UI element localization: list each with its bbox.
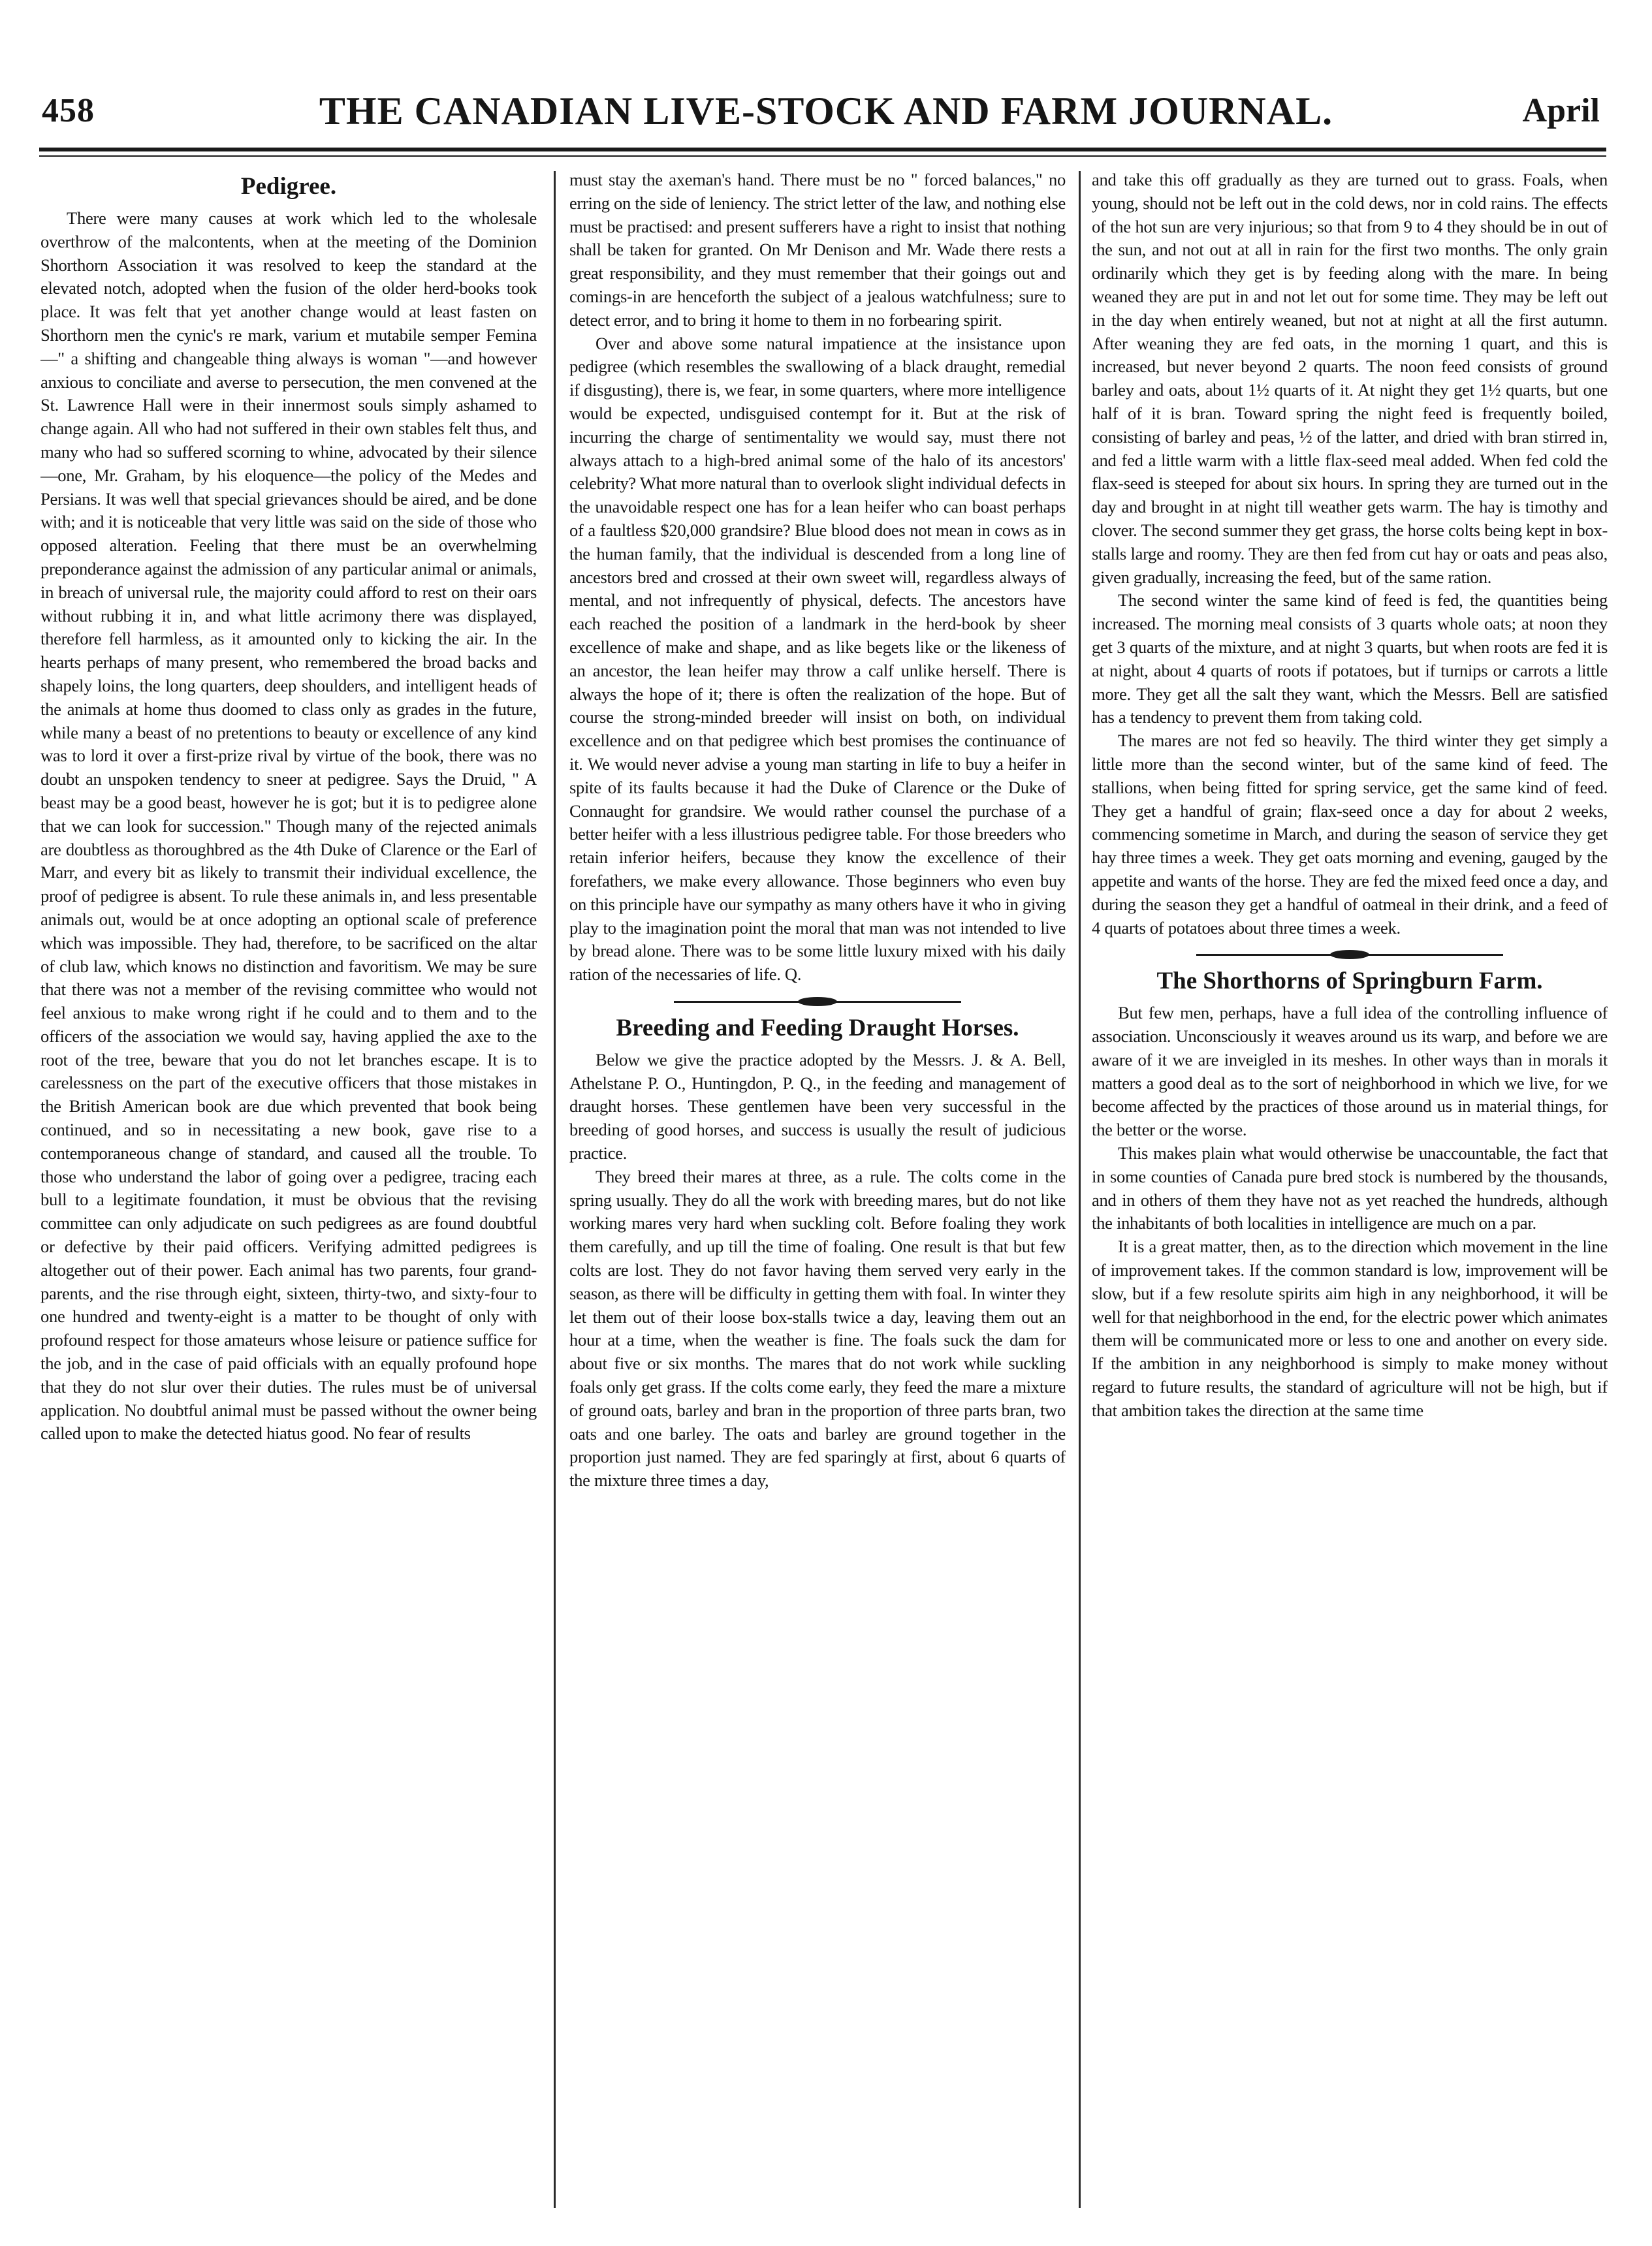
article-paragraph: Below we give the practice adopted by the Messrs. J. & A. Bell, Athelstane P. O., Huntingdon, P. Q., in the feeding and management of draught horses. These gentlemen have been very successful in the breeding of good horses, and success is usually the result of judicious practice. bbox=[569, 1049, 1066, 1163]
article-heading-springburn-farm: The Shorthorns of Springburn Farm. bbox=[1156, 968, 1543, 995]
article-paragraph: This makes plain what would otherwise be unaccountable, the fact that in some counties of Canada pure bred stock is numbered by the thousands, and in others of them they have not as yet reached the hundreds, although the inhabitants of both localities in intelligence are much on a par. bbox=[1092, 1143, 1608, 1233]
page-header bbox=[39, 84, 1606, 149]
journal-title: THE CANADIAN LIVE-STOCK AND FARM JOURNAL. bbox=[319, 89, 1333, 133]
column-1 bbox=[40, 168, 537, 2212]
section-separator-ornament bbox=[1092, 946, 1608, 963]
issue-month: April bbox=[1522, 92, 1600, 129]
column-divider bbox=[554, 171, 556, 2208]
article-paragraph: The mares are not fed so heavily. The third winter they get simply a little more than the second winter, but of the same kind of feed. The stallions, when being fitted for spring service, get the same kind of feed. They get a handful of grain; flax-seed once a day for about 2 weeks, commencing sometime in March, and during the season of service they get hay three times a week. They get oats morning and evening, gauged by the appetite and wants of the horse. They are fed the mixed feed once a day, and during the season they get a handful of oatmeal in their drink, and a feed of 4 quarts of potatoes about three times a week. bbox=[1092, 731, 1608, 938]
article-paragraph: But few men, perhaps, have a full idea of the controlling influence of association. Unconsciously it weaves around us its warp, and before we are aware of it we are inveigled in its meshes. In other ways than in morals it matters a good deal as to the sort of neighborhood in which we live, for we become affected by the practices of those around us in material things, for the better or the worse. bbox=[1092, 1003, 1608, 1140]
article-heading-pedigree: Pedigree. bbox=[240, 173, 337, 200]
column-divider bbox=[1079, 171, 1081, 2208]
section-separator-ornament bbox=[569, 993, 1066, 1010]
article-paragraph: Over and above some natural impatience at the insistance upon pedigree (which resembles the swallowing of a black draught, remedial if disgusting), there is, we fear, in some quarters, where more intelligence would be expected, undisguised contempt for it. But at the risk of incurring the charge of sentimentality we would say, must there not always attach to a high-bred animal some of the halo of its ancestors' celebrity? What more natural than to overlook slight individual defects in the unavoidable respect one has for a lean heifer who can boast perhaps of a faultless $20,000 grandsire? Blue blood does not mean in cows as in the human family, that the individual is descended from a long line of ancestors bred and crossed at their own sweet will, regardless always of mental, and not infrequently of physical, defects. The ancestors have each reached the position of a landmark in the herd-book by sheer excellence of make and shape, and as like begets like or the likeness of an ancestor, the lean heifer may throw a calf unlike herself. There is always the hope of it; there is often the realization of the hope. But of course the strong-minded breeder will insist on both, on individual excellence and on that pedigree which best promises the continuance of it. We would never advise a young man starting in life to buy a heifer in spite of its faults because it had the Duke of Clarence or the Duke of Connaught for grandsire. We would rather counsel the purchase of a better heifer with a less illustrious pedigree table. For those breeders who retain inferior heifers, because they know the excellence of their forefathers, we make every allowance. Those beginners who even buy on this principle have our sympathy as many others have it who in giving play to the imagination point the moral that man was not intended to live by bread alone. There was to be some little luxury mixed with his daily ration of the necessaries of life. Q. bbox=[569, 333, 1066, 985]
article-heading-draught-horses: Breeding and Feeding Draught Horses. bbox=[616, 1014, 1019, 1041]
page-number: 458 bbox=[42, 92, 95, 129]
article-paragraph: There were many causes at work which led to the wholesale overthrow of the malcontents, when at the meeting of the Dominion Shorthorn Association it was resolved to keep the standard at the elevated notch, adopted when the fusion of the older herd-books took place. It was felt that yet another change would at least fasten on Shorthorn men the cynic's re mark, varium et mutabile semper Femina—" a shifting and changeable thing always is woman "—and however anxious to conciliate and averse to persecution, the men convened at the St. Lawrence Hall were in their innermost souls simply ashamed to change again. All who had not suffered in their own stables felt thus, and many who had so suffered scorning to whine, advocated by their silence—one, Mr. Graham, by his eloquence—the policy of the Medes and Persians. It was well that special grievances should be aired, and be done with; and it is noticeable that very little was said on the side of those who opposed alteration. Feeling that there must be an overwhelming preponderance against the admission of any particular animal or animals, in breach of universal rule, the majority could afford to rest on their oars without rubbing it in, and what little acrimony there was displayed, therefore fell harmless, as it amounted only to kicking the air. In the hearts perhaps of many present, who remembered the broad backs and shapely loins, the long quarters, deep shoulders, and intelligent heads of the animals at home thus doomed to class only as grades in the future, while many a beast of no pretentions to beauty or excellence of any kind was to lord it over a first-prize rival by virtue of the book, there was no doubt an unspoken tendency to sneer at pedigree. Says the Druid, " A beast may be a good beast, however he is got; but it is to pedigree alone that we can look for succession." Though many of the rejected animals are doubtless as thoroughbred as the 4th Duke of Clarence or the Earl of Marr, and every bit as likely to transmit their individual excellence, the proof of pedigree is absent. To rule these animals in, and less presentable animals out, would be at once adopting an optional scale of preference which was impossible. They had, therefore, to be sacrificed on the altar of club law, which knows no distinction and favoritism. We may be sure that there was not a member of the revising committee who would not feel anxious to make wrong right if he could and to them and to the officers of the association we would say, having applied the axe to the root of the tree, beware that you do not let branches escape. It is to carelessness on the part of the executive officers that those mistakes in the British American book are due which prevented that book being continued, and so in necessitating a new book, gave rise to a contemporaneous change of standard, and caused all the trouble. To those who understand the labor of going over a pedigree, tracing each bull to a legitimate foundation, it must be obvious that the revising committee can only adjudicate on such pedigrees as are found doubtful or defective by their paid officers. Verifying admitted pedigrees is altogether out of their power. Each animal has two parents, four grand-parents, and the rise through eight, sixteen, thirty-two, and sixty-four to one hundred and twenty-eight is a matter to be thought of only with profound respect for those amateurs whose leisure or patience suffice for the job, and in the case of paid officials with an equally profound hope that they do not slur over their duties. The rules must be of universal application. No doubtful animal must be passed without the owner being called upon to make the detected hiatus good. No fear of results bbox=[40, 208, 537, 1444]
header-rule-thin bbox=[39, 155, 1606, 157]
article-paragraph: It is a great matter, then, as to the direction which movement in the line of improvement takes. If the common standard is low, improvement will be slow, but if a few resolute spirits aim high in any neighborhood, it will be well for that neighborhood in the end, for the electric power which animates them will be communicated more or less to one and another on every side. If the ambition in any neighborhood is simply to make money without regard to future results, the standard of agriculture will not be high, but if that ambition takes the direction at the same time bbox=[1092, 1237, 1608, 1420]
article-paragraph: The second winter the same kind of feed is fed, the quantities being increased. The morning meal consists of 3 quarts whole oats; at noon they get 3 quarts of the mixture, and at night 3 quarts, but when roots are fed it is at night, about 4 quarts of roots if potatoes, but if turnips or carrots a little more. They get all the salt they want, which the Messrs. Bell are satisfied has a tendency to prevent them from taking cold. bbox=[1092, 590, 1608, 727]
column-2 bbox=[569, 168, 1066, 2212]
header-rule-thick bbox=[39, 148, 1606, 151]
column-3 bbox=[1092, 168, 1608, 2212]
article-paragraph: and take this off gradually as they are turned out to grass. Foals, when young, should not be left out in the cold dews, nor in cold rains. The effects of the hot sun are very injurious; so that from 9 to 4 they should be in out of the sun, and not out at all in rain for the first two months. The only grain ordinarily which they get is by feeding along with the mare. In being weaned they are put in and not let out for some time. They may be left out in the day when entirely weaned, but not at night at all the first autumn. After weaning they are fed oats, in the morning 1 quart, and this is increased, but never beyond 2 quarts. The noon feed consists of ground barley and oats, about 1½ quarts of it. At night they get 1½ quarts, but one half of it is bran. Toward spring the night feed is frequently boiled, consisting of barley and peas, ½ of the latter, and dried with bran stirred in, and fed a little warm with a little flax-seed meal added. When fed cold the flax-seed is steeped for about six hours. In spring they are turned out in the day and brought in at night till weather gets warm. The hay is timothy and clover. The second summer they get grass, the horse colts being kept in box-stalls large and roomy. They are then fed from cut hay or oats and peas also, given gradually, increasing the feed, but of the same ration. bbox=[1092, 170, 1608, 587]
article-paragraph: must stay the axeman's hand. There must be no " forced balances," no erring on the side of leniency. The strict letter of the law, and nothing else must be practised: and present sufferers have a right to insist that nothing shall be taken for granted. On Mr Denison and Mr. Wade there rests a great responsibility, and they must remember that their goings out and comings-in are henceforth the subject of a jealous watchfulness; sure to detect error, and to bring it home to them in no forbearing spirit. bbox=[569, 170, 1066, 330]
article-paragraph: They breed their mares at three, as a rule. The colts come in the spring usually. They do all the work with breeding mares, but do not like working mares very hard when suckling colt. Before foaling they work them carefully, and up till the time of foaling. One result is that but few colts are lost. They do not favor having them served very early in the season, as there will be difficulty in getting them with foal. In winter they let them out of their loose box-stalls twice a day, leaving them out an hour at a time, when the weather is fine. The foals suck the dam for about five or six months. The mares that do not work while suckling foals only get grass. If the colts come early, they feed the mare a mixture of ground oats, barley and bran in the proportion of three parts bran, two oats and one barley. The oats and barley are ground together in the proportion just named. They are fed sparingly at first, about 6 quarts of the mixture three times a day, bbox=[569, 1166, 1066, 1491]
